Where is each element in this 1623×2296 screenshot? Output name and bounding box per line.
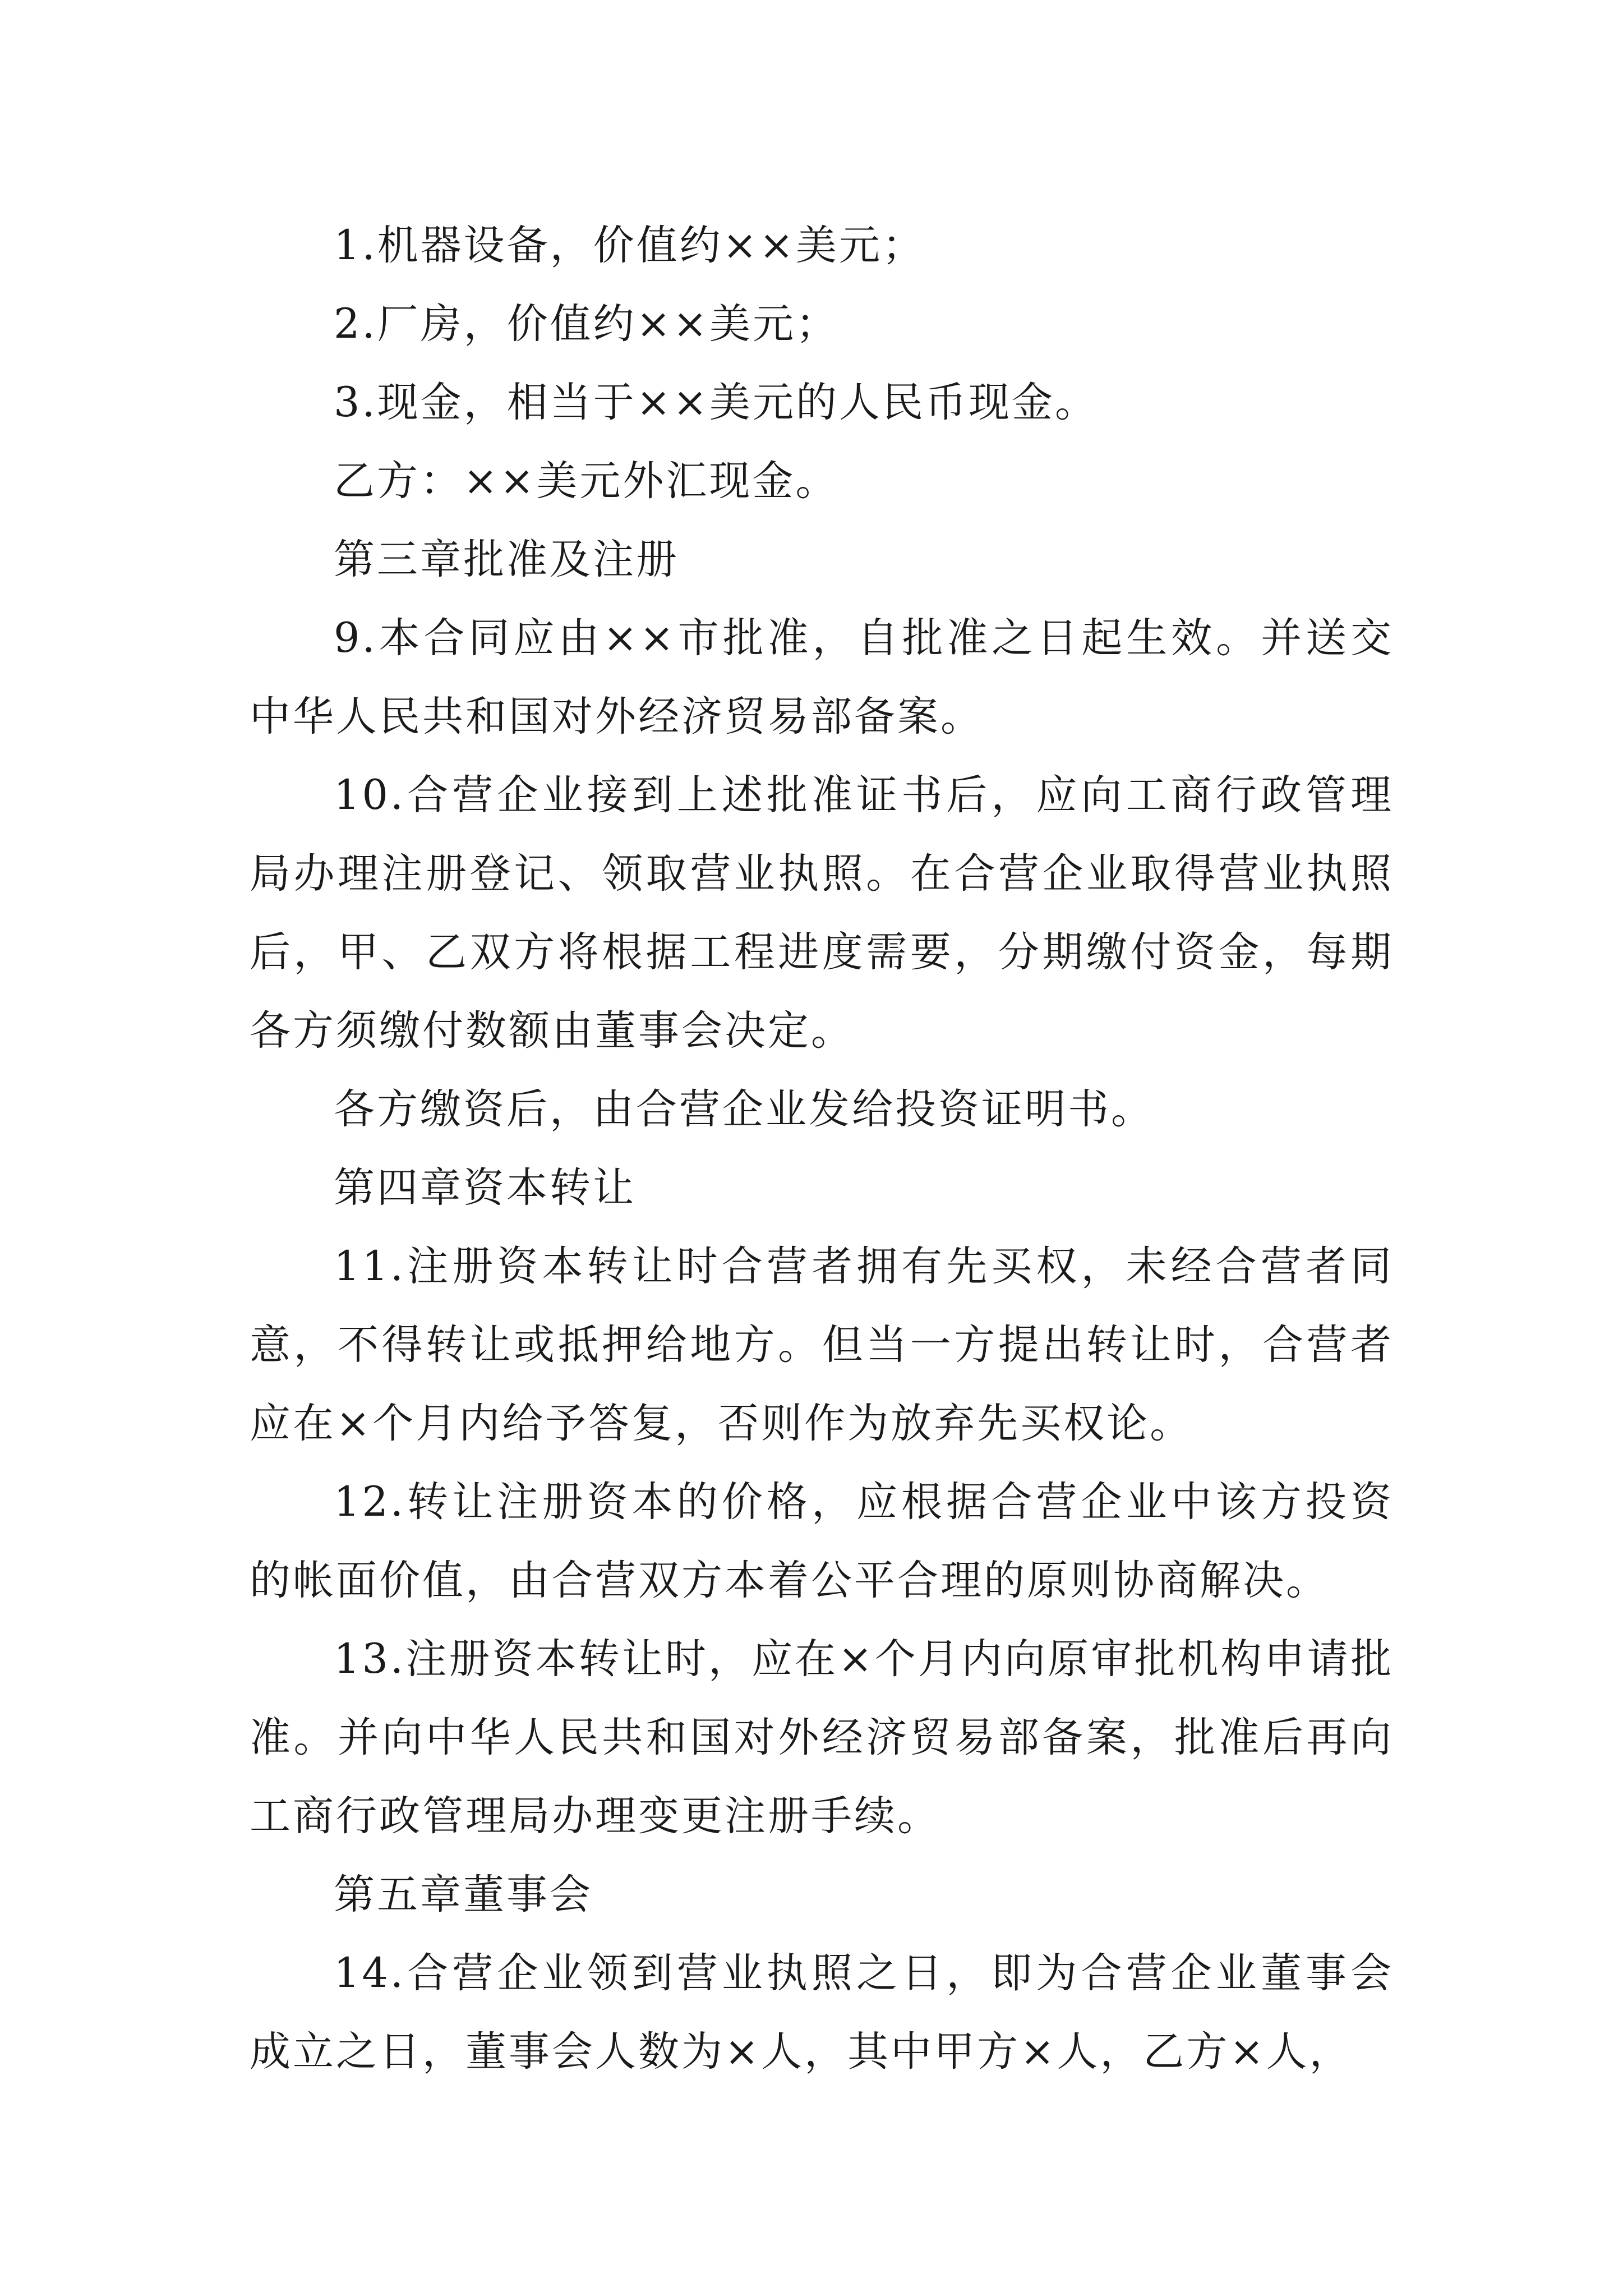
clause-10: 10.合营企业接到上述批准证书后，应向工商行政管理局办理注册登记、领取营业执照。在合营企业取得营业执照后，甲、乙双方将根据工程进度需要，分期缴付资金，每期各方须缴付数额由董事会决定。 xyxy=(250,771,1394,1055)
list-item-machinery: 1.机器设备，价值约××美元； xyxy=(334,222,925,269)
chapter-5-heading: 第五章董事会 xyxy=(334,1871,593,1918)
clause-14: 14.合营企业领到营业执照之日，即为合营企业董事会成立之日，董事会人数为×人，其中甲方×人，乙方×人， xyxy=(250,1949,1394,2076)
list-item-factory: 2.厂房，价值约××美元； xyxy=(334,300,839,348)
clause-13: 13.注册资本转让时，应在×个月内向原审批机构申请批准。并向中华人民共和国对外经济贸易部备案，批准后再向工商行政管理局办理变更注册手续。 xyxy=(250,1635,1394,1840)
chapter-4-heading: 第四章资本转让 xyxy=(334,1164,636,1212)
document-body xyxy=(250,206,1394,2091)
clause-12: 12.转让注册资本的价格，应根据合营企业中该方投资的帐面价值，由合营双方本着公平合理的原则协商解决。 xyxy=(250,1478,1394,1604)
clause-9: 9.本合同应由××市批准，自批准之日起生效。并送交中华人民共和国对外经济贸易部备案。 xyxy=(250,614,1394,740)
list-item-cash: 3.现金，相当于××美元的人民币现金。 xyxy=(334,379,1098,426)
party-b-contribution: 乙方：××美元外汇现金。 xyxy=(334,457,839,505)
chapter-3-heading: 第三章批准及注册 xyxy=(334,536,679,583)
clause-10-note: 各方缴资后，由合营企业发给投资证明书。 xyxy=(334,1085,1154,1133)
clause-11: 11.注册资本转让时合营者拥有先买权，未经合营者同意，不得转让或抵押给地方。但当一方提出转让时，合营者应在×个月内给予答复，否则作为放弃先买权论。 xyxy=(250,1243,1394,1447)
